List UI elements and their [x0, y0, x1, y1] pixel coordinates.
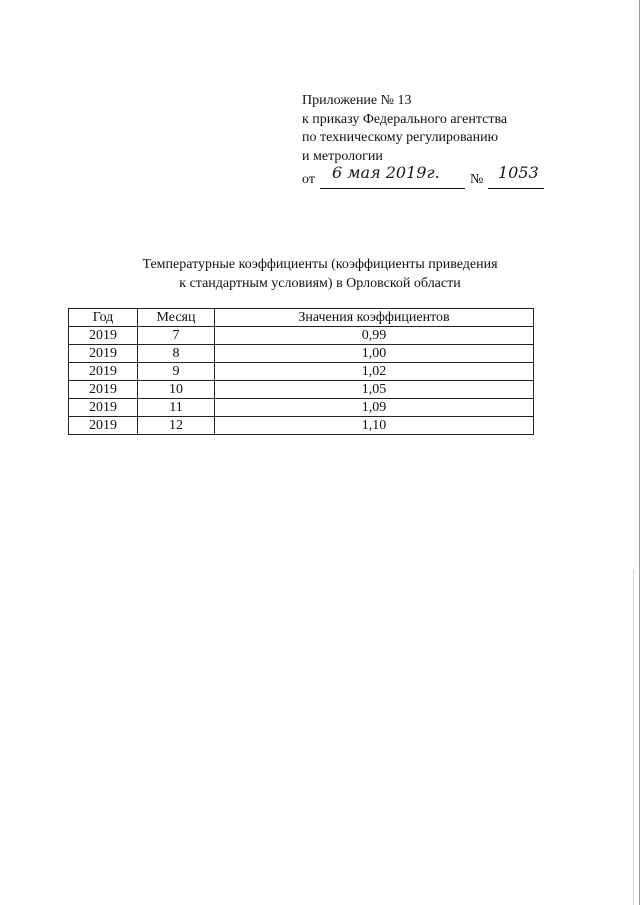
title-line-2: к стандартным условиям) в Орловской области — [179, 275, 461, 291]
annex-date-number-line — [302, 163, 622, 189]
annex-line-4: и метрологии — [302, 148, 383, 164]
cell-year: 2019 — [69, 345, 138, 363]
handwritten-date: 6 мая 2019г. — [332, 163, 440, 182]
table-row — [69, 327, 534, 345]
cell-month: 12 — [138, 417, 215, 435]
header-month: Месяц — [138, 309, 215, 327]
cell-month: 8 — [138, 345, 215, 363]
cell-month: 11 — [138, 399, 215, 417]
title-line-1: Температурные коэффициенты (коэффициенты приведения — [142, 257, 498, 272]
cell-year: 2019 — [69, 417, 138, 435]
header-year: Год — [69, 309, 138, 327]
annex-line-2: к приказу Федерального агентства — [302, 111, 508, 127]
cell-coefficient: 1,09 — [215, 399, 534, 417]
annex-line-3: по техническому регулированию — [302, 130, 499, 145]
coefficients-table — [68, 308, 534, 435]
cell-year: 2019 — [69, 327, 138, 345]
cell-coefficient: 1,02 — [215, 363, 534, 381]
cell-year: 2019 — [69, 399, 138, 417]
page-edge-shadow-inner — [633, 570, 634, 905]
cell-year: 2019 — [69, 381, 138, 399]
header-coefficient: Значения коэффициентов — [215, 309, 534, 327]
annex-line-1: Приложение № 13 — [302, 93, 412, 108]
table-row — [69, 345, 534, 363]
table-row — [69, 399, 534, 417]
handwritten-number: 1053 — [498, 163, 539, 182]
cell-coefficient: 1,10 — [215, 417, 534, 435]
cell-coefficient: 0,99 — [215, 327, 534, 345]
number-underline — [488, 188, 544, 189]
number-label: № — [470, 172, 484, 187]
table-header-row — [69, 309, 534, 327]
table-row — [69, 417, 534, 435]
date-underline — [320, 188, 465, 189]
cell-month: 10 — [138, 381, 215, 399]
table-title — [60, 256, 580, 293]
from-label: от — [302, 172, 315, 187]
cell-coefficient: 1,05 — [215, 381, 534, 399]
cell-month: 7 — [138, 327, 215, 345]
cell-month: 9 — [138, 363, 215, 381]
cell-coefficient: 1,00 — [215, 345, 534, 363]
table-row — [69, 381, 534, 399]
cell-year: 2019 — [69, 363, 138, 381]
table-row — [69, 363, 534, 381]
annex-block — [302, 92, 622, 189]
